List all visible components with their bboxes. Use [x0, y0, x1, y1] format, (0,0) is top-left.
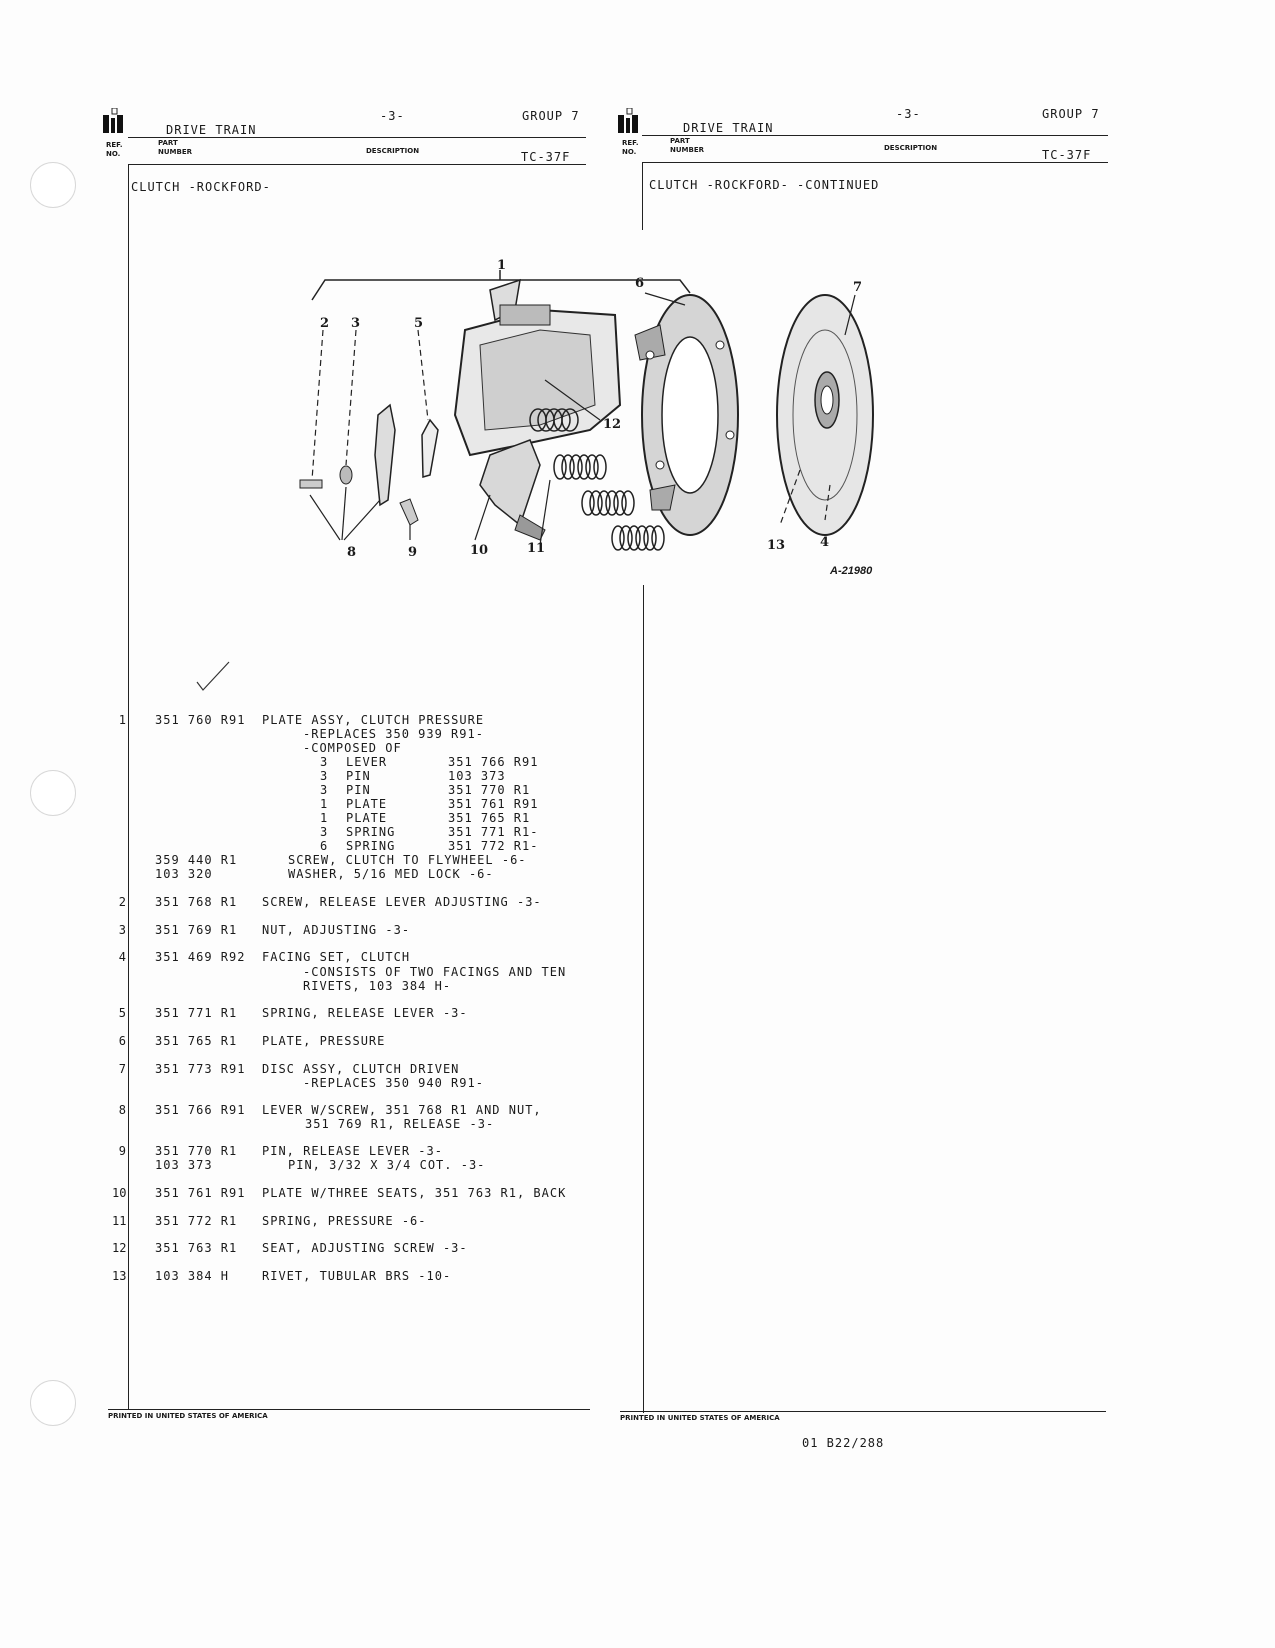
- left-header-code: TC-37F: [521, 150, 571, 164]
- ref-number: 7: [118, 1062, 126, 1076]
- component-qty: 6: [320, 839, 329, 853]
- right-ref-label: REF. NO.: [622, 139, 639, 156]
- part-description: PIN, 3/32 X 3/4 COT. -3-: [288, 1158, 486, 1172]
- part-number: 351 761 R91: [155, 1186, 246, 1200]
- component-name: PLATE: [346, 797, 388, 811]
- component-part: 351 761 R91: [448, 797, 539, 811]
- callout-13: 13: [767, 538, 786, 553]
- left-header-group: GROUP 7: [522, 109, 580, 123]
- part-number: 351 769 R1: [155, 923, 238, 937]
- component-name: SPRING: [346, 825, 396, 839]
- part-note: -COMPOSED OF: [303, 741, 402, 755]
- part-note: -REPLACES 350 940 R91-: [303, 1076, 484, 1090]
- callout-7: 7: [853, 280, 863, 295]
- right-footer-rule: [620, 1411, 1106, 1412]
- left-header-title: DRIVE TRAIN: [166, 123, 257, 137]
- callout-2: 2: [320, 316, 330, 331]
- ref-number: 6: [118, 1034, 126, 1048]
- component-qty: 3: [320, 755, 329, 769]
- part-number: 351 763 R1: [155, 1241, 238, 1255]
- ref-number: 4: [118, 950, 126, 964]
- left-header-page: -3-: [380, 109, 405, 123]
- right-part-label: PART NUMBER: [670, 137, 705, 154]
- component-qty: 1: [320, 797, 329, 811]
- part-number: 351 765 R1: [155, 1034, 238, 1048]
- left-ref-label: REF. NO.: [106, 141, 123, 158]
- document-number: 01 B22/288: [802, 1436, 885, 1450]
- left-desc-label: DESCRIPTION: [366, 147, 420, 155]
- left-column-rule: [128, 164, 129, 1409]
- part-number: 103 373: [155, 1158, 213, 1172]
- right-column-rule-bottom: [643, 585, 644, 1413]
- component-part: 351 765 R1: [448, 811, 531, 825]
- driven-disc: [777, 295, 873, 535]
- small-parts: [300, 405, 438, 525]
- component-part: 351 772 R1-: [448, 839, 539, 853]
- part-number: 351 768 R1: [155, 895, 238, 909]
- part-number: 351 773 R91: [155, 1062, 246, 1076]
- part-description: SPRING, RELEASE LEVER -3-: [262, 1006, 468, 1020]
- ref-number: 1: [118, 713, 126, 727]
- part-number: 351 771 R1: [155, 1006, 238, 1020]
- ref-number: 9: [118, 1144, 126, 1158]
- ref-number: 13: [112, 1269, 127, 1283]
- part-number: 351 760 R91: [155, 713, 246, 727]
- left-footer-rule: [108, 1409, 590, 1410]
- ih-logo-icon: [618, 108, 638, 134]
- pressure-plate-ring: [635, 295, 738, 535]
- part-number: 359 440 R1: [155, 853, 238, 867]
- right-footer: PRINTED IN UNITED STATES OF AMERICA: [620, 1414, 780, 1422]
- ih-logo-icon: [103, 108, 123, 134]
- component-name: PLATE: [346, 811, 388, 825]
- callout-3: 3: [351, 316, 361, 331]
- figure-id: A-21980: [830, 565, 873, 577]
- right-desc-label: DESCRIPTION: [884, 144, 938, 152]
- part-description: PLATE, PRESSURE: [262, 1034, 386, 1048]
- right-code-rule: [642, 162, 1108, 163]
- part-note: RIVETS, 103 384 H-: [303, 979, 452, 993]
- part-description: PIN, RELEASE LEVER -3-: [262, 1144, 443, 1158]
- right-header-title: DRIVE TRAIN: [683, 121, 774, 135]
- part-note: -CONSISTS OF TWO FACINGS AND TEN: [303, 965, 567, 979]
- part-description: NUT, ADJUSTING -3-: [262, 923, 411, 937]
- part-number: 351 772 R1: [155, 1214, 238, 1228]
- checkmark-icon: [195, 660, 231, 692]
- callout-8: 8: [347, 545, 357, 560]
- left-footer: PRINTED IN UNITED STATES OF AMERICA: [108, 1412, 268, 1420]
- part-description: SCREW, CLUTCH TO FLYWHEEL -6-: [288, 853, 527, 867]
- part-description: DISC ASSY, CLUTCH DRIVEN: [262, 1062, 460, 1076]
- part-description: PLATE ASSY, CLUTCH PRESSURE: [262, 713, 485, 727]
- part-note: -REPLACES 350 939 R91-: [303, 727, 484, 741]
- ref-number: 10: [112, 1186, 127, 1200]
- part-description: SPRING, PRESSURE -6-: [262, 1214, 427, 1228]
- part-description: FACING SET, CLUTCH: [262, 950, 411, 964]
- punch-hole-bottom: [30, 1380, 76, 1426]
- ref-number: 11: [112, 1214, 127, 1228]
- component-qty: 3: [320, 783, 329, 797]
- component-part: 351 766 R91: [448, 755, 539, 769]
- right-header-code: TC-37F: [1042, 148, 1092, 162]
- callout-5: 5: [414, 316, 424, 331]
- part-number: 351 770 R1: [155, 1144, 238, 1158]
- left-part-label: PART NUMBER: [158, 139, 193, 156]
- part-number: 103 320: [155, 867, 213, 881]
- ref-number: 12: [112, 1241, 127, 1255]
- ref-number: 3: [118, 923, 126, 937]
- clutch-exploded-view: [290, 255, 890, 575]
- callout-11: 11: [527, 541, 546, 556]
- right-header-page: -3-: [896, 107, 921, 121]
- callout-9: 9: [408, 545, 418, 560]
- part-description: SEAT, ADJUSTING SCREW -3-: [262, 1241, 468, 1255]
- left-code-rule: [128, 164, 586, 165]
- component-name: PIN: [346, 769, 371, 783]
- part-description: WASHER, 5/16 MED LOCK -6-: [288, 867, 494, 881]
- right-header-rule: [642, 135, 1108, 136]
- punch-hole-middle: [30, 770, 76, 816]
- left-section-title: CLUTCH -ROCKFORD-: [131, 180, 271, 194]
- part-number: 103 384 H: [155, 1269, 230, 1283]
- callout-10: 10: [470, 543, 489, 558]
- part-description: LEVER W/SCREW, 351 768 R1 AND NUT,: [262, 1103, 542, 1117]
- ref-number: 2: [118, 895, 126, 909]
- callout-6: 6: [635, 276, 645, 291]
- left-header-rule: [128, 137, 586, 138]
- component-part: 103 373: [448, 769, 506, 783]
- right-section-title: CLUTCH -ROCKFORD- -CONTINUED: [649, 178, 880, 192]
- right-column-rule-top: [642, 162, 643, 230]
- pressure-plate-assembly: [455, 280, 620, 540]
- component-name: PIN: [346, 783, 371, 797]
- ref-number: 8: [118, 1103, 126, 1117]
- part-note: 351 769 R1, RELEASE -3-: [305, 1117, 495, 1131]
- component-qty: 1: [320, 811, 329, 825]
- right-header-group: GROUP 7: [1042, 107, 1100, 121]
- ref-number: 5: [118, 1006, 126, 1020]
- part-description: PLATE W/THREE SEATS, 351 763 R1, BACK: [262, 1186, 567, 1200]
- component-part: 351 770 R1: [448, 783, 531, 797]
- part-description: RIVET, TUBULAR BRS -10-: [262, 1269, 452, 1283]
- component-part: 351 771 R1-: [448, 825, 539, 839]
- part-description: SCREW, RELEASE LEVER ADJUSTING -3-: [262, 895, 542, 909]
- callout-12: 12: [603, 417, 622, 432]
- component-name: LEVER: [346, 755, 388, 769]
- part-number: 351 766 R91: [155, 1103, 246, 1117]
- callout-4: 4: [820, 535, 830, 550]
- component-name: SPRING: [346, 839, 396, 853]
- part-number: 351 469 R92: [155, 950, 246, 964]
- punch-hole-top: [30, 162, 76, 208]
- callout-1: 1: [497, 258, 507, 273]
- component-qty: 3: [320, 825, 329, 839]
- component-qty: 3: [320, 769, 329, 783]
